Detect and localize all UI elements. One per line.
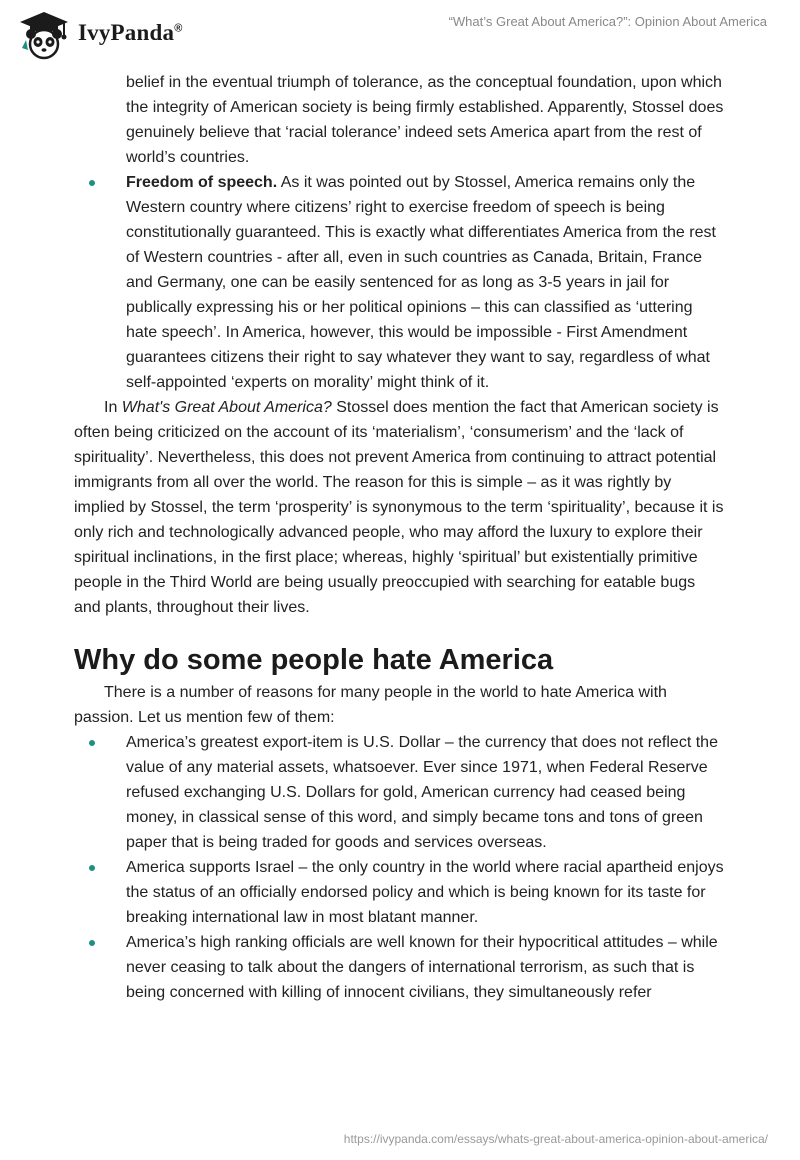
page-header (0, 0, 800, 70)
list-item-continuation (74, 70, 726, 170)
section-heading: Why do some people hate America (74, 644, 554, 676)
paragraph-text: Stossel does mention the fact that American society is often being criticized on the account of its ‘materialism’, ‘consumerism’ and the ‘lack of spirituality’. Nevertheless, this does not prevent America from continuing to attract potential immigrants from all over the world. The reason for this is simple – as it was rightly by implied by Stossel, the term ‘prosperity’ is synonymous to the term ‘spirituality’, because it is only rich and technologically advanced people, who may afford the luxury to explore their spiritual inclinations, in the first place; whereas, highly ‘spiritual’ but existentially primitive people in the Third World are being usually preoccupied with searching for eatable bugs and plants, throughout their lives. (74, 399, 724, 616)
reasons-list (74, 730, 726, 1005)
list-item-text: America’s greatest export-item is U.S. Dollar – the currency that does not reflect the value of any material assets, whatsoever. Ever since 1971, when Federal Reserve refused exchanging U.S. Dollars for gold, American currency had ceased being money, in classical sense of this word, and simply became tons and tons of green paper that is being traded for goods and services overseas. (126, 734, 718, 851)
source-url-link[interactable]: https://ivypanda.com/essays/whats-great-about-america-opinion-about-america/ (343, 1132, 768, 1146)
brand-name[interactable]: IvyPanda® (78, 20, 183, 45)
book-title-italic: What's Great About America? (121, 399, 332, 416)
bullet-icon (89, 865, 95, 871)
bullet-icon (89, 180, 95, 186)
ivypanda-logo-icon[interactable] (16, 10, 72, 60)
list-item-bold-lead: Freedom of speech. (126, 174, 278, 191)
list-item-freedom-of-speech (74, 170, 726, 395)
list-item-text: America’s high ranking officials are well known for their hypocritical attitudes – while never ceasing to talk about the dangers of international terrorism, as such that is being concerned with killing of innocent civilians, they simultaneously refer (126, 934, 718, 1001)
bullet-icon (89, 940, 95, 946)
bullet-icon (89, 740, 95, 746)
list-item (74, 855, 726, 930)
list-item (74, 930, 726, 1005)
document-title: “What’s Great About America?”: Opinion About America (448, 14, 767, 29)
list-item (74, 730, 726, 855)
list-item-text: America supports Israel – the only country in the world where racial apartheid enjoys the status of an officially endorsed policy and which is being known for its taste for breaking international law in most blatant manner. (126, 859, 724, 926)
virtues-list (74, 70, 726, 395)
section-intro: There is a number of reasons for many people in the world to hate America with passion. Let us mention few of them: (74, 684, 667, 726)
list-item-text: belief in the eventual triumph of tolerance, as the conceptual foundation, upon which the integrity of American society is being firmly established. Apparently, Stossel does genuinely believe that ‘racial tolerance’ indeed sets America apart from the rest of world’s countries. (126, 74, 724, 166)
paragraph-lead: In (104, 399, 122, 416)
paragraph-materialism (74, 395, 726, 620)
registered-mark: ® (174, 22, 183, 35)
list-item-text: As it was pointed out by Stossel, America remains only the Western country where citizens’ right to exercise freedom of speech is being constitutionally guaranteed. This is exactly what differentiates America from the rest of Western countries - after all, even in such countries as Canada, Britain, France and Germany, one can be easily sentenced for as long as 3-5 years in jail for publically expressing his or her political opinions – this can classified as ‘uttering hate speech’. In America, however, this would be impossible - First Amendment guarantees citizens their right to say whatever they want to say, regardless of what self-appointed ‘experts on morality’ might think of it. (126, 174, 716, 391)
essay-content (74, 70, 726, 1005)
